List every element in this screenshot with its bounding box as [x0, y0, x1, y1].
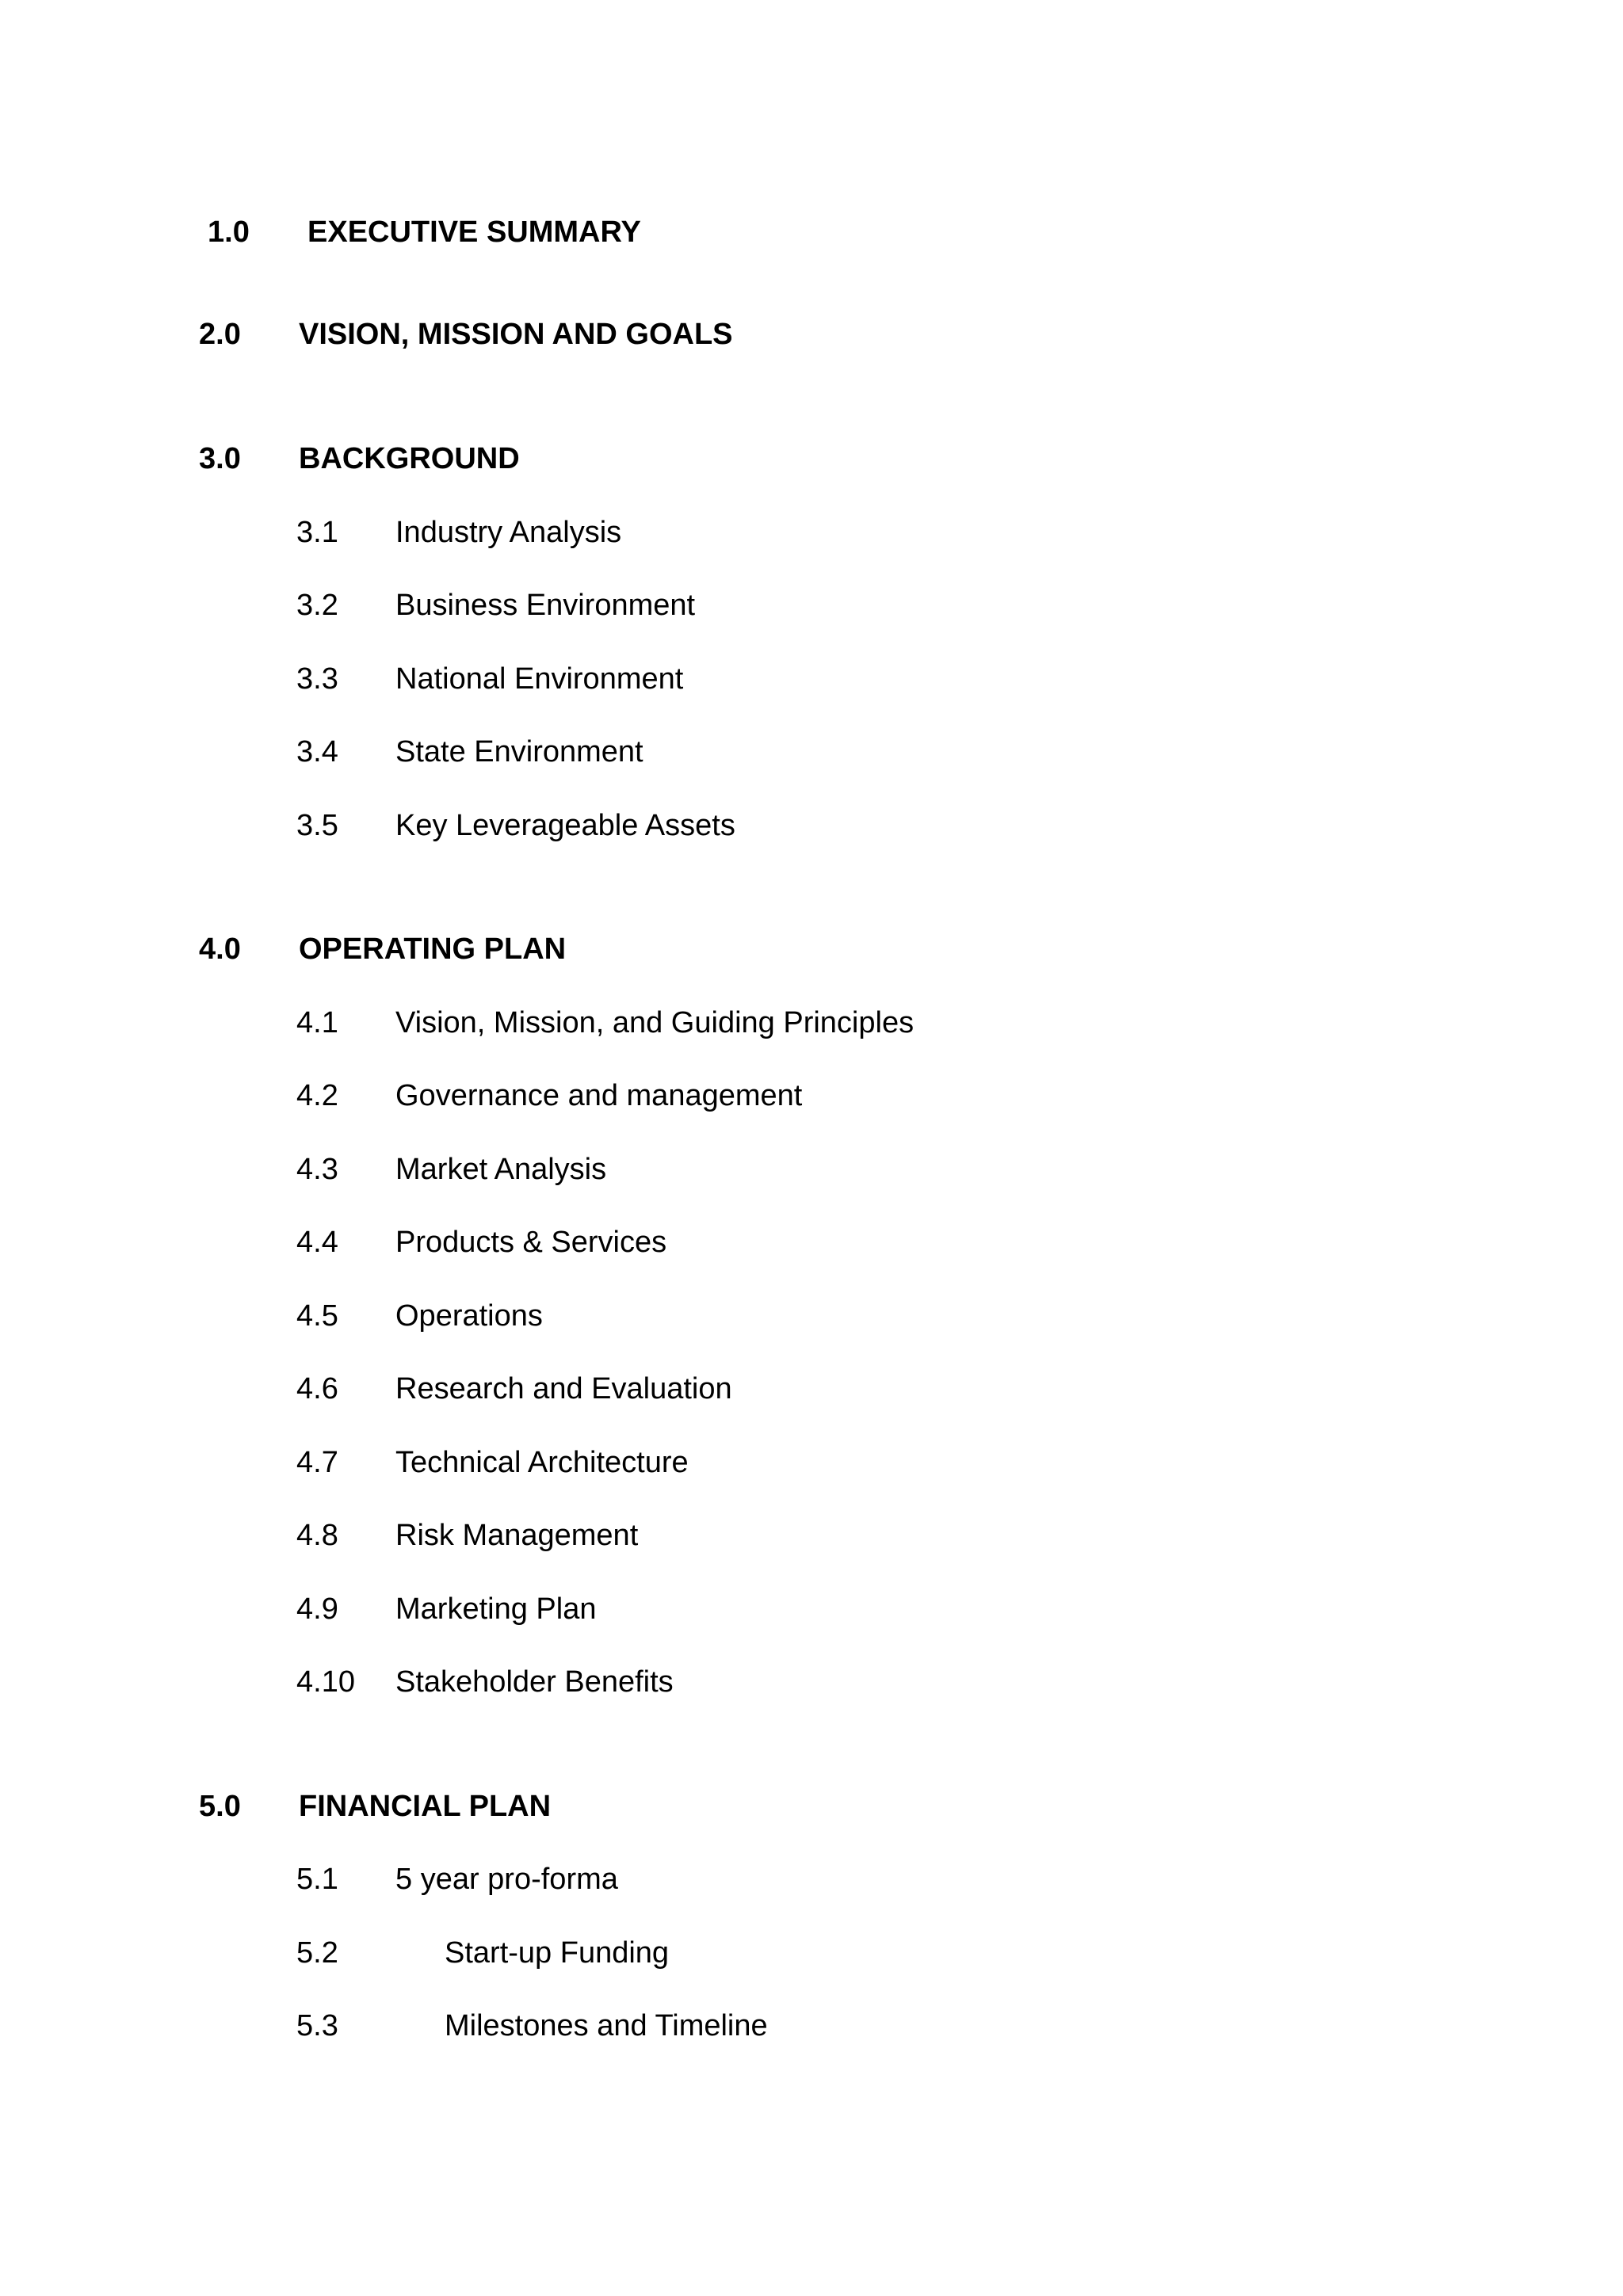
toc-section-number: 4.0 — [199, 933, 241, 966]
toc-section-title: FINANCIAL PLAN — [299, 1790, 552, 1823]
toc-subsection-title: Products & Services — [395, 1226, 667, 1259]
toc-subsection-number: 4.2 — [296, 1079, 338, 1112]
toc-subsection-title: Industry Analysis — [395, 516, 622, 549]
toc-section-number: 5.0 — [199, 1790, 241, 1823]
toc-subsection-title: Risk Management — [395, 1519, 639, 1552]
toc-subsection-title: Vision, Mission, and Guiding Principles — [395, 1006, 915, 1039]
toc-subsection-title: National Environment — [395, 662, 684, 696]
toc-subsection-number: 3.2 — [296, 589, 338, 622]
toc-subsection-title: Technical Architecture — [395, 1446, 689, 1479]
toc-subsection-title: Start-up Funding — [445, 1936, 670, 1970]
toc-subsection-title: Operations — [395, 1299, 543, 1333]
toc-subsection-number: 4.5 — [296, 1299, 338, 1333]
toc-subsection-number: 4.1 — [296, 1006, 338, 1039]
toc-subsection-title: Key Leverageable Assets — [395, 809, 735, 842]
toc-subsection-number: 5.1 — [296, 1863, 338, 1896]
toc-section-number: 3.0 — [199, 442, 241, 475]
toc-subsection-number: 4.4 — [296, 1226, 338, 1259]
toc-subsection-title: Marketing Plan — [395, 1592, 597, 1626]
toc-subsection-title: Milestones and Timeline — [445, 2009, 768, 2042]
toc-subsection-number: 4.3 — [296, 1153, 338, 1186]
toc-subsection-number: 3.5 — [296, 809, 338, 842]
toc-subsection-title: Market Analysis — [395, 1153, 607, 1186]
toc-subsection-number: 4.8 — [296, 1519, 338, 1552]
toc-subsection-title: Business Environment — [395, 589, 696, 622]
toc-subsection-number: 4.9 — [296, 1592, 338, 1626]
toc-subsection-title: 5 year pro-forma — [395, 1863, 618, 1896]
toc-subsection-title: Governance and management — [395, 1079, 803, 1112]
toc-section-number: 1.0 — [208, 215, 250, 249]
toc-section-title: VISION, MISSION AND GOALS — [299, 318, 733, 351]
toc-subsection-title: State Environment — [395, 735, 643, 769]
toc-section-title: OPERATING PLAN — [299, 933, 567, 966]
toc-subsection-number: 3.3 — [296, 662, 338, 696]
toc-subsection-title: Stakeholder Benefits — [395, 1665, 674, 1699]
toc-section-title: BACKGROUND — [299, 442, 520, 475]
toc-subsection-number: 3.4 — [296, 735, 338, 769]
toc-subsection-title: Research and Evaluation — [395, 1372, 732, 1405]
toc-subsection-number: 4.6 — [296, 1372, 338, 1405]
toc-subsection-number: 5.2 — [296, 1936, 338, 1970]
toc-section-title: EXECUTIVE SUMMARY — [307, 215, 641, 249]
toc-subsection-number: 4.7 — [296, 1446, 338, 1479]
toc-subsection-number: 4.10 — [296, 1665, 355, 1699]
toc-section-number: 2.0 — [199, 318, 241, 351]
toc-subsection-number: 3.1 — [296, 516, 338, 549]
toc-subsection-number: 5.3 — [296, 2009, 338, 2042]
